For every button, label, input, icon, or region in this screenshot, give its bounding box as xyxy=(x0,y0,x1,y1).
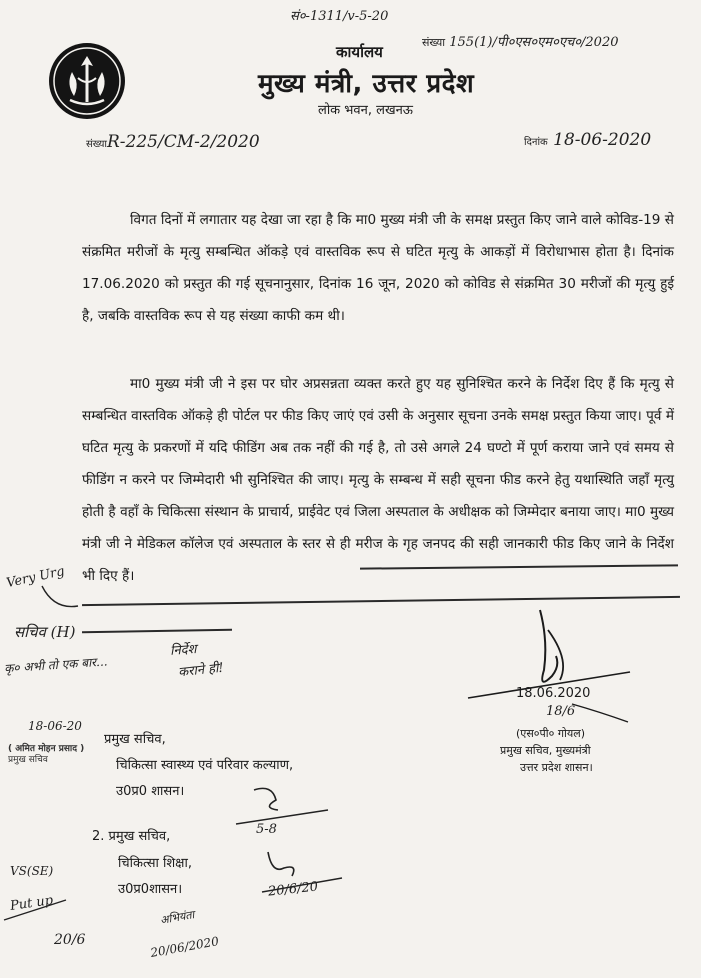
annotation-sachiv: सचिव (H) xyxy=(14,623,76,641)
annotation-margin-note-3: कराने ही! xyxy=(177,660,225,681)
reference-number-value: R-225/CM-2/2020 xyxy=(107,132,260,152)
annotation-date-2: 20/6/20 xyxy=(267,879,319,900)
annotation-margin-note-1: कृ० अभी तो एक बार... xyxy=(3,654,108,676)
reference-number-label: संख्या xyxy=(86,139,107,150)
body-paragraph-2: मा0 मुख्य मंत्री जी ने इस पर घोर अप्रसन्नता व्यक्त करते हुए यह सुनिश्चित करने के निर्देश दिए हैं कि मृत्यु से सम्बन्धित वास्तविक ऑकड़े ही पोर्टल पर फीड किए जाएं एवं उसी के अनुसार सूचना उनके समक्ष प्रस्तुत किया जाए। पूर्व में घटित मृत्यु के प्रकरणों में यदि फीडिंग अब तक नहीं की गई है, तो उसे अगले 24 घण्टो में पूर्ण कराया जाने एवं समय से फीडिंग न करने पर जिम्मेदारी भी सुनिश्चित की जाए। मृत्यु के सम्बन्ध में सही सूचना फीड करने हेतु यथास्थिति जहाँ मृत्यु होती है वहाँ के चिकित्सा संस्थान के प्राचार्य, प्राईवेट एवं जिला अस्पताल के अधीक्षक को जिम्मेदार बनाया जाए। मा0 मुख्य मंत्री जी ने मेडिकल कॉलेज एवं अस्पताल के स्तर से ही मरीज के गृह जनपद की सही जानकारी फीड किए जाने के निर्देश भी दिए हैं। xyxy=(82,376,674,584)
page-title: मुख्य मंत्री, उत्तर प्रदेश xyxy=(258,69,475,99)
signatory-name: (एस०पी० गोयल) xyxy=(516,727,586,740)
signature-date: 18.06.2020 xyxy=(516,686,591,701)
annotation-vs: VS(SE) xyxy=(10,864,54,878)
annotation-date-3: 20/06/2020 xyxy=(149,934,220,960)
annotation-5-8: 5-8 xyxy=(256,822,277,837)
distribution-1-title: प्रमुख सचिव, xyxy=(104,732,166,747)
annotation-arrow-icon xyxy=(40,582,80,612)
distribution-1-government: उ0प्र0 शासन। xyxy=(116,784,185,799)
reference-date-label: दिनांक xyxy=(524,137,548,148)
annotation-signature-3: 20/6 xyxy=(54,932,86,948)
annotation-signature-2: अभियंता xyxy=(159,908,196,927)
receipt-number: सं०-1311/v-5-20 xyxy=(290,9,389,24)
annotation-margin-note-2: निर्देश xyxy=(169,642,197,659)
signatory-office: उत्तर प्रदेश शासन। xyxy=(520,761,593,774)
office-label: कार्यालय xyxy=(336,43,383,61)
office-sankhya-value: 155(1)/पी०एस०एम०एच०/2020 xyxy=(449,35,619,50)
distribution-2-title: 2. प्रमुख सचिव, xyxy=(92,829,171,844)
received-stamp xyxy=(8,744,116,800)
pen-underline xyxy=(82,629,232,633)
body-paragraph-1: विगत दिनों में लगातार यह देखा जा रहा है कि मा0 मुख्य मंत्री जी के समक्ष प्रस्तुत किए जाने वाले कोविड-19 से संक्रमित मरीजों के मृत्यु सम्बन्धित ऑकड़े एवं वास्तविक रूप से घटित मृत्यु के आकड़ों में विरोधाभास होता है। दिनांक 17.06.2020 को प्रस्तुत की गई सूचनानुसार, दिनांक 16 जून, 2020 को कोविड से संक्रमित 30 मरीजों की मृत्यु हुई है, जबकि वास्तविक रूप से यह संख्या काफी कम थी। xyxy=(82,212,674,324)
distribution-2-government: उ0प्र0शासन। xyxy=(118,882,183,897)
office-address: लोक भवन, लखनऊ xyxy=(318,103,414,118)
reference-date-value: 18-06-2020 xyxy=(553,130,652,150)
annotation-put-up: Put up xyxy=(9,893,55,914)
stamp-designation: प्रमुख सचिव xyxy=(8,755,48,765)
reference-number xyxy=(86,132,260,152)
signature-initials: 18/6 xyxy=(546,704,576,719)
stamp-name: ( अमित मोहन प्रसाद ) xyxy=(8,744,85,754)
handwritten-underline xyxy=(0,890,100,930)
distribution-2-department: चिकित्सा शिक्षा, xyxy=(118,856,193,871)
distribution-1-date: 18-06-20 xyxy=(28,719,82,733)
distribution-1-department: चिकित्सा स्वास्थ्य एवं परिवार कल्याण, xyxy=(116,758,294,773)
up-government-emblem-icon xyxy=(48,42,126,120)
annotation-very-urgent: Very Urg xyxy=(5,564,66,591)
signatory-designation: प्रमुख सचिव, मुख्यमंत्री xyxy=(500,744,591,757)
reference-date xyxy=(524,130,651,150)
office-sankhya xyxy=(422,32,619,50)
office-sankhya-label: संख्या xyxy=(422,36,446,49)
